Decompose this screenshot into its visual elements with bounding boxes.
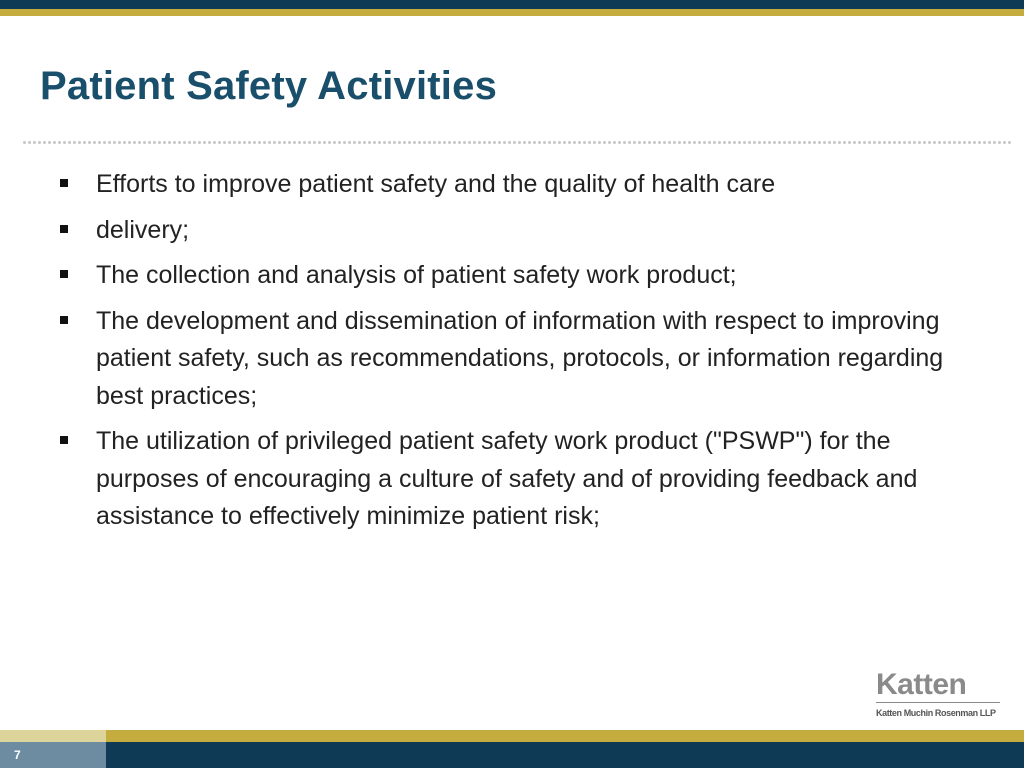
footer-band-gold (106, 730, 1024, 742)
dotted-divider (22, 140, 1012, 145)
bullet-list (58, 166, 978, 544)
bullet-item (58, 166, 978, 204)
bullet-text: The collection and analysis of patient safety work product; (96, 261, 737, 289)
logo-wordmark: Katten (876, 668, 967, 701)
footer-band-gold-light (0, 730, 106, 742)
slide-title: Patient Safety Activities (40, 64, 498, 108)
logo-rule (876, 702, 1000, 703)
square-bullet-icon (60, 270, 68, 278)
square-bullet-icon (60, 436, 68, 444)
logo-subtitle: Katten Muchin Rosenman LLP (876, 708, 996, 718)
bullet-text: delivery; (96, 215, 190, 244)
bullet-item (58, 423, 978, 536)
bullet-text: The utilization of privileged patient safety work product ("PSWP") for the purposes of encouraging a culture of safety and of providing feedback and assistance to effectively minimize patient risk; (96, 427, 918, 530)
square-bullet-icon (60, 225, 68, 233)
bullet-text: The development and dissemination of information with respect to improving patient safety, such as recommendations, protocols, or information regarding best practices; (96, 306, 944, 410)
top-band-gold (0, 9, 1024, 16)
bullet-text: Efforts to improve patient safety and the quality of health care (96, 170, 776, 198)
square-bullet-icon (60, 316, 68, 324)
bullet-item (58, 257, 978, 295)
top-band-navy (0, 0, 1024, 9)
footer-band-navy (106, 742, 1024, 768)
katten-logo (876, 668, 1002, 720)
square-bullet-icon (60, 179, 68, 187)
bullet-item (58, 212, 978, 250)
bullet-item (58, 303, 978, 416)
slide-number: 7 (14, 748, 21, 762)
